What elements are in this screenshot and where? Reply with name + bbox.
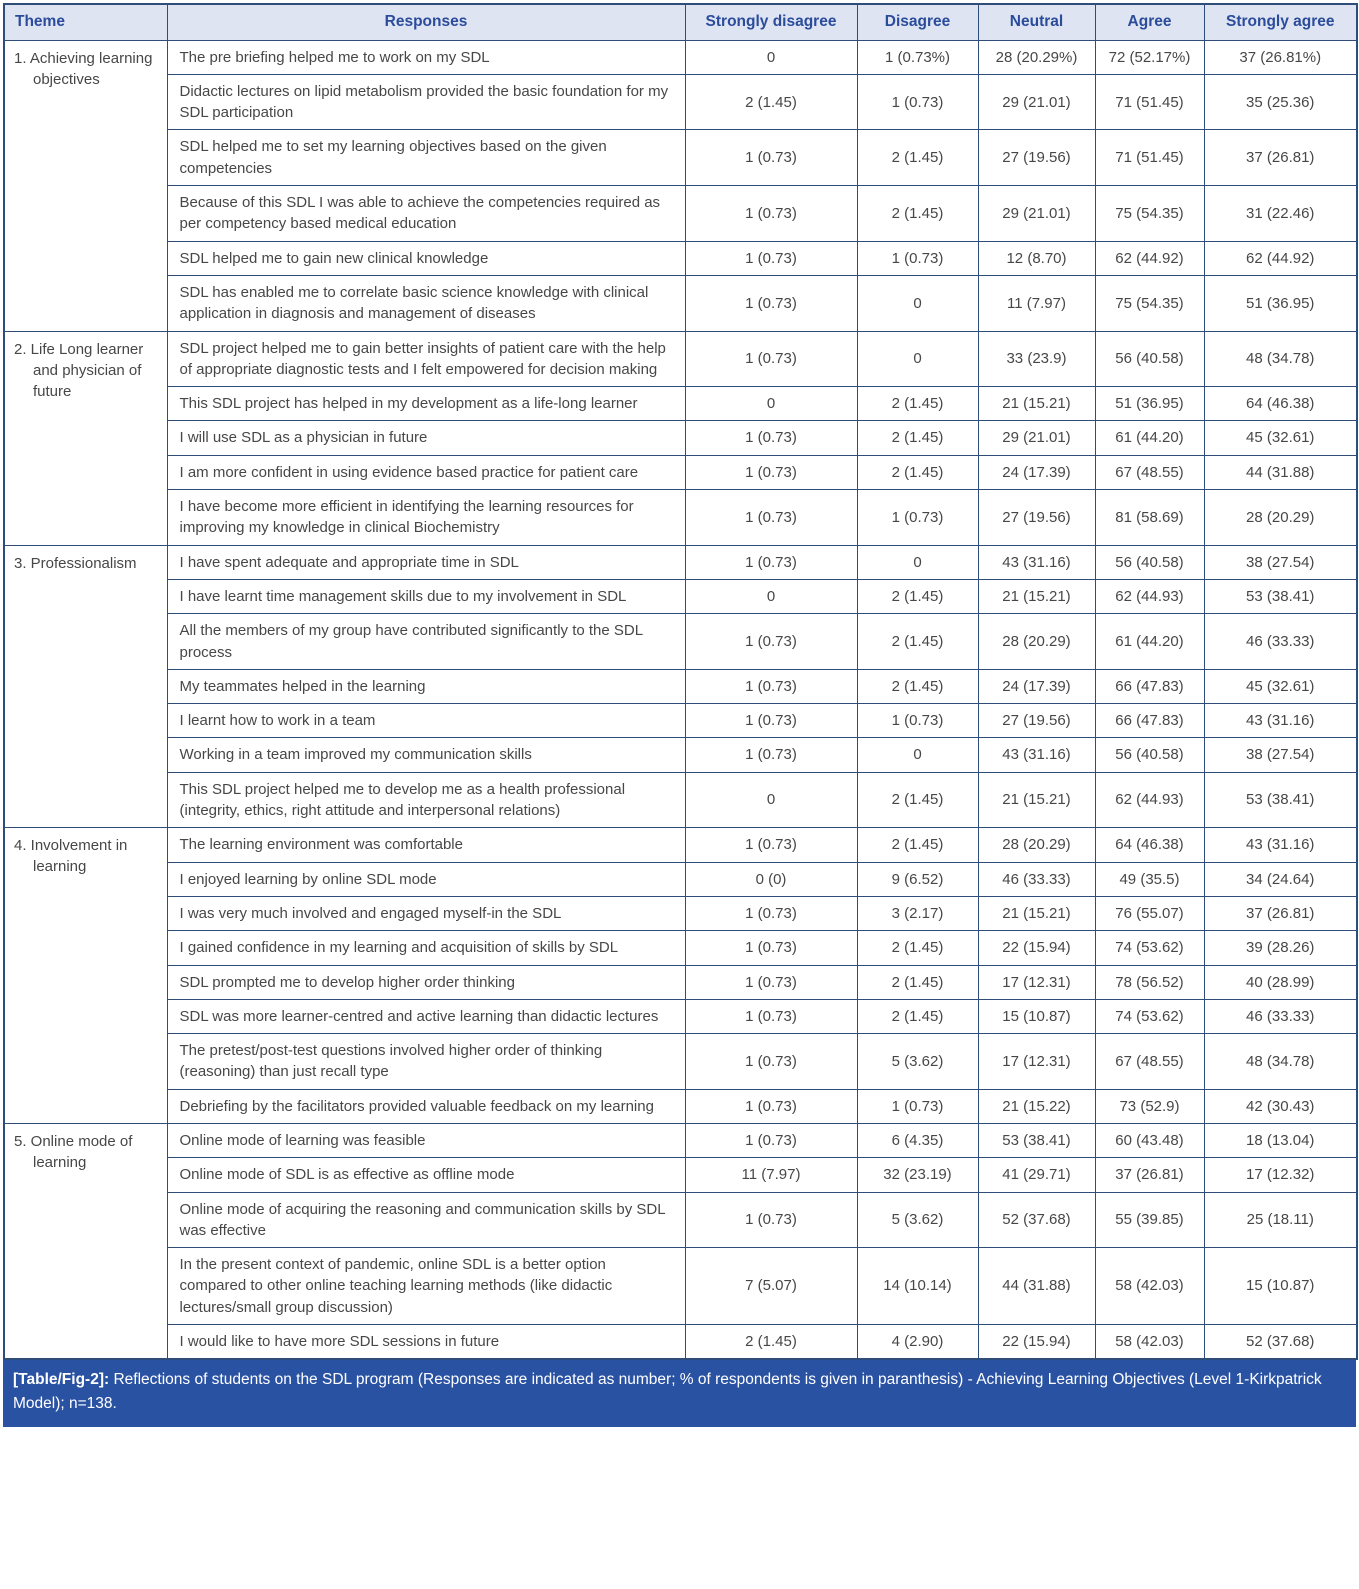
value-cell-strongly-disagree: 1 (0.73) bbox=[685, 1123, 857, 1157]
table-row bbox=[4, 931, 1357, 965]
value-cell-neutral: 24 (17.39) bbox=[978, 669, 1095, 703]
value-cell-strongly-disagree: 1 (0.73) bbox=[685, 545, 857, 579]
response-cell: I enjoyed learning by online SDL mode bbox=[167, 862, 685, 896]
value-cell-agree: 58 (42.03) bbox=[1095, 1325, 1204, 1360]
value-cell-agree: 72 (52.17%) bbox=[1095, 40, 1204, 74]
value-cell-strongly-disagree: 0 bbox=[685, 772, 857, 828]
value-cell-neutral: 21 (15.21) bbox=[978, 387, 1095, 421]
response-cell: Because of this SDL I was able to achieve the competencies required as per competency based medical education bbox=[167, 186, 685, 242]
value-cell-neutral: 27 (19.56) bbox=[978, 704, 1095, 738]
column-header-theme: Theme bbox=[4, 4, 167, 40]
value-cell-strongly-disagree: 1 (0.73) bbox=[685, 421, 857, 455]
response-cell: I have spent adequate and appropriate time in SDL bbox=[167, 545, 685, 579]
value-cell-agree: 56 (40.58) bbox=[1095, 545, 1204, 579]
response-cell: I gained confidence in my learning and acquisition of skills by SDL bbox=[167, 931, 685, 965]
response-cell: The learning environment was comfortable bbox=[167, 828, 685, 862]
value-cell-strongly-agree: 42 (30.43) bbox=[1204, 1089, 1357, 1123]
value-cell-agree: 62 (44.92) bbox=[1095, 241, 1204, 275]
value-cell-neutral: 21 (15.21) bbox=[978, 579, 1095, 613]
value-cell-disagree: 1 (0.73) bbox=[857, 704, 978, 738]
value-cell-neutral: 43 (31.16) bbox=[978, 545, 1095, 579]
table-row bbox=[4, 738, 1357, 772]
value-cell-strongly-agree: 51 (36.95) bbox=[1204, 275, 1357, 331]
table-row bbox=[4, 40, 1357, 74]
value-cell-neutral: 11 (7.97) bbox=[978, 275, 1095, 331]
response-cell: Online mode of SDL is as effective as offline mode bbox=[167, 1158, 685, 1192]
table-row bbox=[4, 275, 1357, 331]
value-cell-neutral: 22 (15.94) bbox=[978, 931, 1095, 965]
table-row bbox=[4, 965, 1357, 999]
value-cell-strongly-agree: 44 (31.88) bbox=[1204, 455, 1357, 489]
value-cell-agree: 76 (55.07) bbox=[1095, 896, 1204, 930]
value-cell-strongly-agree: 18 (13.04) bbox=[1204, 1123, 1357, 1157]
value-cell-disagree: 0 bbox=[857, 275, 978, 331]
value-cell-disagree: 2 (1.45) bbox=[857, 999, 978, 1033]
value-cell-strongly-disagree: 11 (7.97) bbox=[685, 1158, 857, 1192]
response-cell: All the members of my group have contributed significantly to the SDL process bbox=[167, 614, 685, 670]
table-row bbox=[4, 1192, 1357, 1248]
table-row bbox=[4, 1325, 1357, 1360]
table-caption bbox=[3, 1360, 1356, 1427]
value-cell-neutral: 17 (12.31) bbox=[978, 1034, 1095, 1090]
column-header-strongly-disagree: Strongly disagree bbox=[685, 4, 857, 40]
value-cell-agree: 37 (26.81) bbox=[1095, 1158, 1204, 1192]
value-cell-disagree: 5 (3.62) bbox=[857, 1034, 978, 1090]
response-cell: SDL helped me to gain new clinical knowledge bbox=[167, 241, 685, 275]
table-header bbox=[4, 4, 1357, 40]
value-cell-agree: 51 (36.95) bbox=[1095, 387, 1204, 421]
value-cell-agree: 55 (39.85) bbox=[1095, 1192, 1204, 1248]
value-cell-strongly-disagree: 1 (0.73) bbox=[685, 896, 857, 930]
response-cell: I was very much involved and engaged myself-in the SDL bbox=[167, 896, 685, 930]
column-header-responses: Responses bbox=[167, 4, 685, 40]
value-cell-neutral: 12 (8.70) bbox=[978, 241, 1095, 275]
response-cell: I would like to have more SDL sessions in future bbox=[167, 1325, 685, 1360]
value-cell-disagree: 2 (1.45) bbox=[857, 669, 978, 703]
value-cell-strongly-disagree: 1 (0.73) bbox=[685, 828, 857, 862]
value-cell-neutral: 21 (15.21) bbox=[978, 896, 1095, 930]
value-cell-agree: 56 (40.58) bbox=[1095, 331, 1204, 387]
table-row bbox=[4, 579, 1357, 613]
table-row bbox=[4, 130, 1357, 186]
table-row bbox=[4, 331, 1357, 387]
value-cell-disagree: 14 (10.14) bbox=[857, 1248, 978, 1325]
table-row bbox=[4, 1123, 1357, 1157]
value-cell-strongly-disagree: 1 (0.73) bbox=[685, 241, 857, 275]
value-cell-disagree: 1 (0.73) bbox=[857, 490, 978, 546]
response-cell: SDL prompted me to develop higher order thinking bbox=[167, 965, 685, 999]
response-cell: I have learnt time management skills due to my involvement in SDL bbox=[167, 579, 685, 613]
table-row bbox=[4, 669, 1357, 703]
response-cell: I have become more efficient in identifying the learning resources for improving my knowledge in clinical Biochemistry bbox=[167, 490, 685, 546]
value-cell-strongly-disagree: 0 bbox=[685, 40, 857, 74]
response-cell: Debriefing by the facilitators provided valuable feedback on my learning bbox=[167, 1089, 685, 1123]
table-row bbox=[4, 1089, 1357, 1123]
value-cell-agree: 60 (43.48) bbox=[1095, 1123, 1204, 1157]
value-cell-strongly-disagree: 1 (0.73) bbox=[685, 1034, 857, 1090]
value-cell-agree: 58 (42.03) bbox=[1095, 1248, 1204, 1325]
value-cell-disagree: 9 (6.52) bbox=[857, 862, 978, 896]
value-cell-strongly-disagree: 1 (0.73) bbox=[685, 669, 857, 703]
value-cell-strongly-agree: 62 (44.92) bbox=[1204, 241, 1357, 275]
value-cell-neutral: 22 (15.94) bbox=[978, 1325, 1095, 1360]
value-cell-neutral: 53 (38.41) bbox=[978, 1123, 1095, 1157]
value-cell-strongly-disagree: 1 (0.73) bbox=[685, 1089, 857, 1123]
table-row bbox=[4, 614, 1357, 670]
table-row bbox=[4, 186, 1357, 242]
value-cell-strongly-agree: 15 (10.87) bbox=[1204, 1248, 1357, 1325]
value-cell-strongly-agree: 40 (28.99) bbox=[1204, 965, 1357, 999]
theme-cell-5: 5. Online mode of learning bbox=[4, 1123, 167, 1359]
value-cell-strongly-agree: 45 (32.61) bbox=[1204, 421, 1357, 455]
value-cell-agree: 71 (51.45) bbox=[1095, 74, 1204, 130]
value-cell-neutral: 41 (29.71) bbox=[978, 1158, 1095, 1192]
table-row bbox=[4, 828, 1357, 862]
value-cell-neutral: 28 (20.29) bbox=[978, 828, 1095, 862]
table-row bbox=[4, 1034, 1357, 1090]
response-cell: This SDL project helped me to develop me as a health professional (integrity, ethics, right attitude and interpersonal relations) bbox=[167, 772, 685, 828]
value-cell-agree: 74 (53.62) bbox=[1095, 999, 1204, 1033]
header-row bbox=[4, 4, 1357, 40]
value-cell-disagree: 5 (3.62) bbox=[857, 1192, 978, 1248]
table-row bbox=[4, 704, 1357, 738]
response-cell: SDL has enabled me to correlate basic science knowledge with clinical application in diagnosis and management of diseases bbox=[167, 275, 685, 331]
value-cell-disagree: 4 (2.90) bbox=[857, 1325, 978, 1360]
value-cell-strongly-agree: 53 (38.41) bbox=[1204, 579, 1357, 613]
response-cell: My teammates helped in the learning bbox=[167, 669, 685, 703]
table-body bbox=[4, 40, 1357, 1359]
value-cell-strongly-disagree: 0 bbox=[685, 387, 857, 421]
column-header-neutral: Neutral bbox=[978, 4, 1095, 40]
value-cell-agree: 61 (44.20) bbox=[1095, 614, 1204, 670]
theme-cell-4: 4. Involvement in learning bbox=[4, 828, 167, 1124]
table-row bbox=[4, 1248, 1357, 1325]
value-cell-neutral: 44 (31.88) bbox=[978, 1248, 1095, 1325]
response-cell: I will use SDL as a physician in future bbox=[167, 421, 685, 455]
value-cell-strongly-agree: 37 (26.81) bbox=[1204, 896, 1357, 930]
value-cell-neutral: 27 (19.56) bbox=[978, 130, 1095, 186]
value-cell-neutral: 29 (21.01) bbox=[978, 421, 1095, 455]
value-cell-neutral: 29 (21.01) bbox=[978, 74, 1095, 130]
value-cell-disagree: 32 (23.19) bbox=[857, 1158, 978, 1192]
value-cell-agree: 62 (44.93) bbox=[1095, 772, 1204, 828]
response-cell: I am more confident in using evidence based practice for patient care bbox=[167, 455, 685, 489]
value-cell-strongly-agree: 38 (27.54) bbox=[1204, 738, 1357, 772]
value-cell-strongly-agree: 34 (24.64) bbox=[1204, 862, 1357, 896]
response-cell: SDL project helped me to gain better insights of patient care with the help of appropriate diagnostic tests and I felt empowered for decision making bbox=[167, 331, 685, 387]
table-row bbox=[4, 387, 1357, 421]
value-cell-strongly-agree: 46 (33.33) bbox=[1204, 999, 1357, 1033]
response-cell: In the present context of pandemic, online SDL is a better option compared to other online teaching learning methods (like didactic lectures/small group discussion) bbox=[167, 1248, 685, 1325]
value-cell-strongly-disagree: 2 (1.45) bbox=[685, 1325, 857, 1360]
value-cell-strongly-disagree: 1 (0.73) bbox=[685, 999, 857, 1033]
value-cell-disagree: 2 (1.45) bbox=[857, 130, 978, 186]
response-cell: The pretest/post-test questions involved higher order of thinking (reasoning) than just recall type bbox=[167, 1034, 685, 1090]
value-cell-strongly-disagree: 0 (0) bbox=[685, 862, 857, 896]
value-cell-strongly-agree: 48 (34.78) bbox=[1204, 1034, 1357, 1090]
value-cell-strongly-agree: 35 (25.36) bbox=[1204, 74, 1357, 130]
column-header-agree: Agree bbox=[1095, 4, 1204, 40]
table-row bbox=[4, 545, 1357, 579]
value-cell-strongly-disagree: 1 (0.73) bbox=[685, 275, 857, 331]
value-cell-neutral: 17 (12.31) bbox=[978, 965, 1095, 999]
column-header-strongly-agree: Strongly agree bbox=[1204, 4, 1357, 40]
value-cell-agree: 66 (47.83) bbox=[1095, 669, 1204, 703]
response-cell: This SDL project has helped in my development as a life-long learner bbox=[167, 387, 685, 421]
responses-table bbox=[3, 3, 1358, 1360]
response-cell: SDL was more learner-centred and active learning than didactic lectures bbox=[167, 999, 685, 1033]
table-row bbox=[4, 74, 1357, 130]
value-cell-strongly-agree: 39 (28.26) bbox=[1204, 931, 1357, 965]
value-cell-disagree: 2 (1.45) bbox=[857, 579, 978, 613]
value-cell-agree: 64 (46.38) bbox=[1095, 828, 1204, 862]
value-cell-strongly-agree: 64 (46.38) bbox=[1204, 387, 1357, 421]
value-cell-strongly-disagree: 1 (0.73) bbox=[685, 931, 857, 965]
value-cell-strongly-agree: 17 (12.32) bbox=[1204, 1158, 1357, 1192]
table-row bbox=[4, 1158, 1357, 1192]
value-cell-strongly-disagree: 1 (0.73) bbox=[685, 738, 857, 772]
value-cell-strongly-disagree: 0 bbox=[685, 579, 857, 613]
value-cell-disagree: 2 (1.45) bbox=[857, 455, 978, 489]
value-cell-disagree: 1 (0.73) bbox=[857, 241, 978, 275]
response-cell: Didactic lectures on lipid metabolism provided the basic foundation for my SDL participation bbox=[167, 74, 685, 130]
table-row bbox=[4, 241, 1357, 275]
value-cell-strongly-disagree: 1 (0.73) bbox=[685, 331, 857, 387]
value-cell-disagree: 2 (1.45) bbox=[857, 931, 978, 965]
value-cell-strongly-disagree: 1 (0.73) bbox=[685, 490, 857, 546]
caption-text: Reflections of students on the SDL program (Responses are indicated as number; % of respondents is given in paranthesis) - Achieving Learning Objectives (Level 1-Kirkpatrick Model); n=138. bbox=[13, 1371, 1322, 1413]
value-cell-disagree: 0 bbox=[857, 738, 978, 772]
value-cell-disagree: 0 bbox=[857, 331, 978, 387]
value-cell-strongly-agree: 45 (32.61) bbox=[1204, 669, 1357, 703]
value-cell-disagree: 1 (0.73) bbox=[857, 1089, 978, 1123]
value-cell-strongly-agree: 43 (31.16) bbox=[1204, 828, 1357, 862]
value-cell-neutral: 28 (20.29) bbox=[978, 614, 1095, 670]
response-cell: The pre briefing helped me to work on my SDL bbox=[167, 40, 685, 74]
table-row bbox=[4, 896, 1357, 930]
column-header-disagree: Disagree bbox=[857, 4, 978, 40]
value-cell-neutral: 21 (15.22) bbox=[978, 1089, 1095, 1123]
value-cell-agree: 73 (52.9) bbox=[1095, 1089, 1204, 1123]
value-cell-strongly-agree: 46 (33.33) bbox=[1204, 614, 1357, 670]
value-cell-neutral: 15 (10.87) bbox=[978, 999, 1095, 1033]
value-cell-strongly-agree: 25 (18.11) bbox=[1204, 1192, 1357, 1248]
value-cell-disagree: 1 (0.73) bbox=[857, 74, 978, 130]
value-cell-strongly-disagree: 1 (0.73) bbox=[685, 965, 857, 999]
value-cell-disagree: 6 (4.35) bbox=[857, 1123, 978, 1157]
value-cell-agree: 67 (48.55) bbox=[1095, 1034, 1204, 1090]
response-cell: I learnt how to work in a team bbox=[167, 704, 685, 738]
response-cell: Online mode of learning was feasible bbox=[167, 1123, 685, 1157]
value-cell-agree: 81 (58.69) bbox=[1095, 490, 1204, 546]
value-cell-neutral: 43 (31.16) bbox=[978, 738, 1095, 772]
value-cell-strongly-agree: 28 (20.29) bbox=[1204, 490, 1357, 546]
value-cell-strongly-disagree: 1 (0.73) bbox=[685, 704, 857, 738]
value-cell-agree: 56 (40.58) bbox=[1095, 738, 1204, 772]
value-cell-agree: 61 (44.20) bbox=[1095, 421, 1204, 455]
value-cell-agree: 67 (48.55) bbox=[1095, 455, 1204, 489]
value-cell-agree: 75 (54.35) bbox=[1095, 186, 1204, 242]
value-cell-strongly-disagree: 1 (0.73) bbox=[685, 1192, 857, 1248]
value-cell-disagree: 2 (1.45) bbox=[857, 965, 978, 999]
value-cell-disagree: 0 bbox=[857, 545, 978, 579]
value-cell-neutral: 27 (19.56) bbox=[978, 490, 1095, 546]
caption-tag: [Table/Fig-2]: bbox=[13, 1371, 110, 1389]
value-cell-neutral: 28 (20.29%) bbox=[978, 40, 1095, 74]
value-cell-agree: 78 (56.52) bbox=[1095, 965, 1204, 999]
value-cell-disagree: 2 (1.45) bbox=[857, 828, 978, 862]
value-cell-strongly-agree: 37 (26.81%) bbox=[1204, 40, 1357, 74]
value-cell-neutral: 21 (15.21) bbox=[978, 772, 1095, 828]
value-cell-disagree: 2 (1.45) bbox=[857, 387, 978, 421]
theme-cell-2: 2. Life Long learner and physician of future bbox=[4, 331, 167, 545]
response-cell: SDL helped me to set my learning objectives based on the given competencies bbox=[167, 130, 685, 186]
value-cell-disagree: 2 (1.45) bbox=[857, 421, 978, 455]
value-cell-neutral: 46 (33.33) bbox=[978, 862, 1095, 896]
value-cell-strongly-agree: 31 (22.46) bbox=[1204, 186, 1357, 242]
value-cell-strongly-disagree: 1 (0.73) bbox=[685, 455, 857, 489]
table-row bbox=[4, 772, 1357, 828]
value-cell-disagree: 2 (1.45) bbox=[857, 772, 978, 828]
table-row bbox=[4, 455, 1357, 489]
value-cell-strongly-disagree: 1 (0.73) bbox=[685, 130, 857, 186]
value-cell-strongly-agree: 38 (27.54) bbox=[1204, 545, 1357, 579]
value-cell-strongly-agree: 37 (26.81) bbox=[1204, 130, 1357, 186]
table-row bbox=[4, 421, 1357, 455]
response-cell: Working in a team improved my communication skills bbox=[167, 738, 685, 772]
table-row bbox=[4, 999, 1357, 1033]
value-cell-strongly-agree: 43 (31.16) bbox=[1204, 704, 1357, 738]
value-cell-agree: 71 (51.45) bbox=[1095, 130, 1204, 186]
value-cell-disagree: 2 (1.45) bbox=[857, 186, 978, 242]
value-cell-strongly-disagree: 2 (1.45) bbox=[685, 74, 857, 130]
value-cell-neutral: 29 (21.01) bbox=[978, 186, 1095, 242]
value-cell-strongly-agree: 48 (34.78) bbox=[1204, 331, 1357, 387]
value-cell-neutral: 33 (23.9) bbox=[978, 331, 1095, 387]
theme-cell-3: 3. Professionalism bbox=[4, 545, 167, 828]
theme-cell-1: 1. Achieving learning objectives bbox=[4, 40, 167, 331]
value-cell-agree: 75 (54.35) bbox=[1095, 275, 1204, 331]
value-cell-strongly-disagree: 1 (0.73) bbox=[685, 614, 857, 670]
value-cell-disagree: 2 (1.45) bbox=[857, 614, 978, 670]
table-row bbox=[4, 862, 1357, 896]
value-cell-neutral: 24 (17.39) bbox=[978, 455, 1095, 489]
value-cell-disagree: 3 (2.17) bbox=[857, 896, 978, 930]
response-cell: Online mode of acquiring the reasoning and communication skills by SDL was effective bbox=[167, 1192, 685, 1248]
value-cell-agree: 74 (53.62) bbox=[1095, 931, 1204, 965]
value-cell-agree: 66 (47.83) bbox=[1095, 704, 1204, 738]
value-cell-strongly-agree: 52 (37.68) bbox=[1204, 1325, 1357, 1360]
value-cell-agree: 49 (35.5) bbox=[1095, 862, 1204, 896]
value-cell-disagree: 1 (0.73%) bbox=[857, 40, 978, 74]
value-cell-neutral: 52 (37.68) bbox=[978, 1192, 1095, 1248]
value-cell-strongly-agree: 53 (38.41) bbox=[1204, 772, 1357, 828]
table-row bbox=[4, 490, 1357, 546]
value-cell-agree: 62 (44.93) bbox=[1095, 579, 1204, 613]
value-cell-strongly-disagree: 7 (5.07) bbox=[685, 1248, 857, 1325]
value-cell-strongly-disagree: 1 (0.73) bbox=[685, 186, 857, 242]
